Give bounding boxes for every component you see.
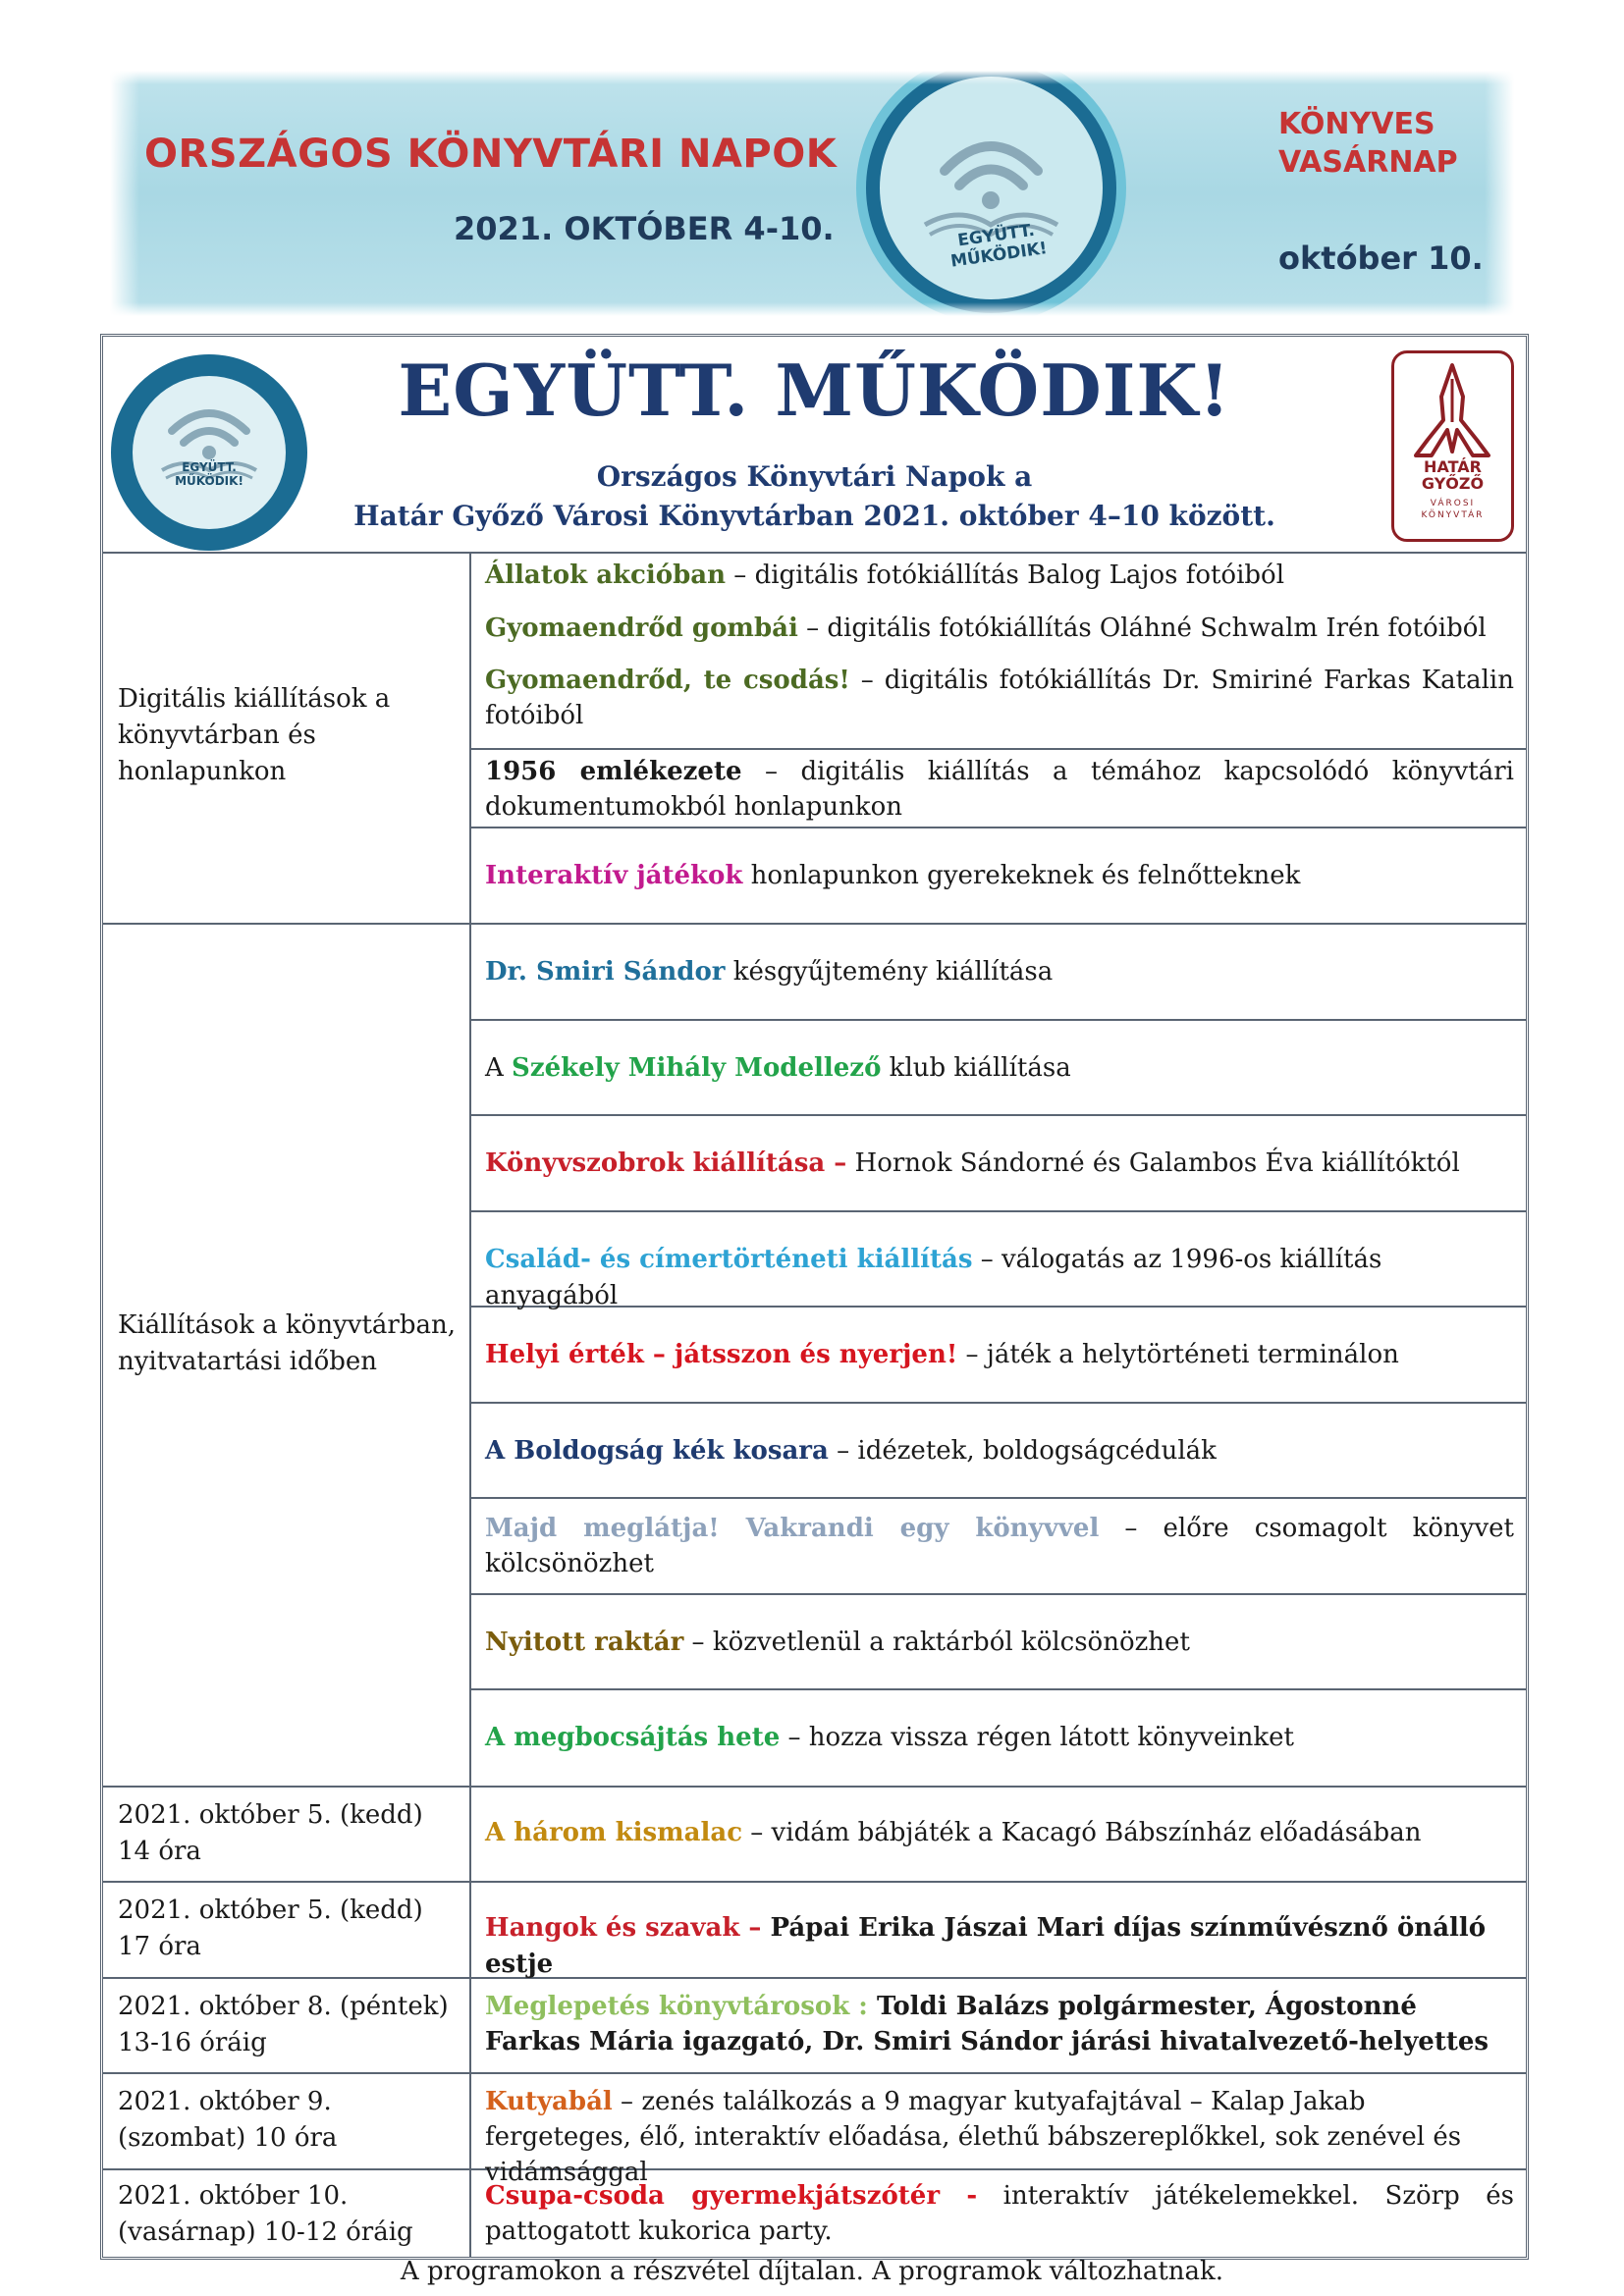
program-item	[471, 657, 1526, 750]
event-banner	[110, 71, 1514, 316]
library-logo	[1391, 350, 1514, 542]
program-desc: – idézetek, boldogságcédulák	[828, 1436, 1217, 1466]
program-desc: – hozza vissza régen látott könyveinket	[780, 1723, 1294, 1752]
banner-right-line2: VASÁRNAP	[1278, 145, 1458, 180]
banner-right-title	[1278, 105, 1458, 182]
footer-note: A programokon a részvétel díjtalan. A programok változhatnak.	[400, 2257, 1224, 2286]
program-item	[471, 1404, 1526, 1499]
program-title: A megbocsájtás hete	[485, 1723, 781, 1752]
program-desc: interaktív játékelemekkel. Szörp és pattogatott kukorica party.	[485, 2181, 1514, 2246]
page-subtitle-2: Határ Győző Városi Könyvtárban 2021. október 4–10 között.	[353, 500, 1275, 532]
program-desc: – digitális fotókiállítás Dr. Smiriné Farkas Katalin fotóiból	[485, 666, 1514, 730]
banner-badge-text: EGYÜTT. MŰKÖDIK!	[948, 220, 1049, 272]
program-item	[471, 925, 1526, 1021]
program-item	[471, 1883, 1526, 1979]
program-title: Csupa-csoda gyermekjátszótér -	[485, 2181, 978, 2211]
section-cell-oct8	[103, 1979, 471, 2074]
program-item	[471, 554, 1526, 605]
library-logo-line2: GYŐZŐ	[1421, 473, 1485, 493]
section-label: Digitális kiállítások a könyvtárban és honlapunkon	[118, 684, 391, 786]
program-title: Állatok akcióban	[485, 561, 727, 590]
program-desc: klub kiállítása	[881, 1053, 1071, 1083]
program-item	[471, 750, 1526, 828]
library-logo-line3: VÁROSI	[1430, 499, 1476, 508]
program-title: Kutyabál	[485, 2087, 613, 2116]
program-item	[471, 605, 1526, 657]
program-title: Család- és címertörténeti kiállítás	[485, 1245, 973, 1274]
program-item	[471, 2074, 1526, 2187]
section-cell-oct5-14	[103, 1788, 471, 1883]
library-logo-name	[1394, 459, 1511, 493]
program-item	[471, 1308, 1526, 1404]
section-cell-oct9	[103, 2074, 471, 2170]
program-item	[471, 2170, 1526, 2257]
section-cell-digital	[103, 554, 471, 925]
program-item	[471, 1690, 1526, 1788]
program-desc: Hornok Sándorné és Galambos Éva kiállítóktól	[846, 1148, 1460, 1178]
program-desc: honlapunkon gyerekeknek és felnőtteknek	[742, 861, 1301, 890]
banner-right-line1: KÖNYVES	[1278, 107, 1435, 141]
section-label: 2021. október 9. (szombat) 10 óra	[118, 2087, 338, 2153]
library-tower-icon	[1404, 361, 1501, 459]
program-item	[471, 1116, 1526, 1212]
program-title: Dr. Smiri Sándor	[485, 957, 726, 987]
section-label: 2021. október 5. (kedd) 14 óra	[118, 1800, 423, 1866]
program-title: Majd meglátja! Vakrandi egy könyvvel	[485, 1514, 1100, 1543]
page-title: EGYÜTT. MŰKÖDIK!	[398, 348, 1231, 432]
program-title: Könyvszobrok kiállítása –	[485, 1148, 847, 1178]
program-item	[471, 1788, 1526, 1883]
program-desc: – előre csomagolt könyvet kölcsönözhet	[485, 1514, 1514, 1578]
section-cell-oct10	[103, 2170, 471, 2257]
program-desc: Pápai Erika Jászai Mari díjas színművésznő önálló estje	[485, 1913, 1487, 1979]
program-title: A Boldogság kék kosara	[485, 1436, 829, 1466]
section-label: 2021. október 5. (kedd) 17 óra	[118, 1896, 423, 1961]
program-desc: késgyűjtemény kiállítása	[725, 957, 1054, 987]
section-label: 2021. október 8. (péntek) 13-16 óráig	[118, 1992, 449, 2057]
program-desc: – válogatás az 1996-os kiállítás anyagából	[485, 1245, 1382, 1310]
program-title: Interaktív játékok	[485, 861, 743, 890]
program-item	[471, 1499, 1526, 1595]
banner-right-date: október 10.	[1278, 240, 1484, 277]
program-prefix: A	[485, 1053, 513, 1083]
program-title: Gyomaendrőd gombái	[485, 614, 798, 643]
program-desc: Toldi Balázs polgármester, Ágostonné Farkas Mária igazgató, Dr. Smiri Sándor járási hivatalvezető-helyettes	[485, 1992, 1489, 2056]
program-desc: – zenés találkozás a 9 magyar kutyafajtával – Kalap Jakab fergeteges, élő, interaktív előadása, élethű bábszereplőkkel, sok zenével és vidámsággal	[485, 2087, 1462, 2187]
section-label: Kiállítások a könyvtárban, nyitvatartási időben	[118, 1310, 456, 1376]
banner-badge	[856, 71, 1126, 316]
library-logo-subtitle	[1394, 499, 1511, 521]
program-title: A három kismalac	[485, 1818, 743, 1847]
banner-date: 2021. OKTÓBER 4-10.	[454, 210, 835, 247]
banner-title: ORSZÁGOS KÖNYVTÁRI NAPOK	[144, 132, 838, 177]
program-item	[471, 1595, 1526, 1690]
program-table	[100, 334, 1529, 2260]
program-desc: – vidám bábjáték a Kacagó Bábszínház előadásában	[742, 1818, 1422, 1847]
program-title: Helyi érték – játsszon és nyerjen!	[485, 1340, 958, 1369]
program-title: Székely Mihály Modellező	[512, 1053, 882, 1083]
program-title: Meglepetés könyvtárosok :	[485, 1992, 877, 2021]
program-item	[471, 828, 1526, 925]
program-desc: – digitális kiállítás a témához kapcsolódó könyvtári dokumentumokból honlapunkon	[485, 757, 1514, 822]
program-desc: – közvetlenül a raktárból kölcsönözhet	[683, 1628, 1190, 1657]
library-logo-line1: HATÁR	[1424, 457, 1482, 476]
table-header	[103, 337, 1526, 554]
program-item	[471, 1212, 1526, 1308]
library-logo-line4: KÖNYVTÁR	[1421, 509, 1485, 520]
program-item	[471, 1021, 1526, 1116]
okn-logo-text: EGYÜTT. MŰKÖDIK!	[175, 460, 244, 488]
program-title: 1956 emlékezete	[485, 757, 742, 786]
section-label: 2021. október 10. (vasárnap) 10-12 óráig	[118, 2181, 413, 2247]
program-desc: – digitális fotókiállítás Oláhné Schwalm Irén fotóiból	[797, 614, 1487, 643]
section-cell-oct5-17	[103, 1883, 471, 1979]
section-cell-exhibitions	[103, 925, 471, 1788]
program-desc: – játék a helytörténeti terminálon	[957, 1340, 1399, 1369]
program-title: Hangok és szavak –	[485, 1913, 771, 1943]
program-title: Gyomaendrőd, te csodás!	[485, 666, 850, 695]
program-item	[471, 1979, 1526, 2074]
program-title: Nyitott raktár	[485, 1628, 684, 1657]
page-subtitle-1: Országos Könyvtári Napok a	[596, 460, 1033, 493]
program-desc: – digitális fotókiállítás Balog Lajos fotóiból	[726, 561, 1285, 590]
